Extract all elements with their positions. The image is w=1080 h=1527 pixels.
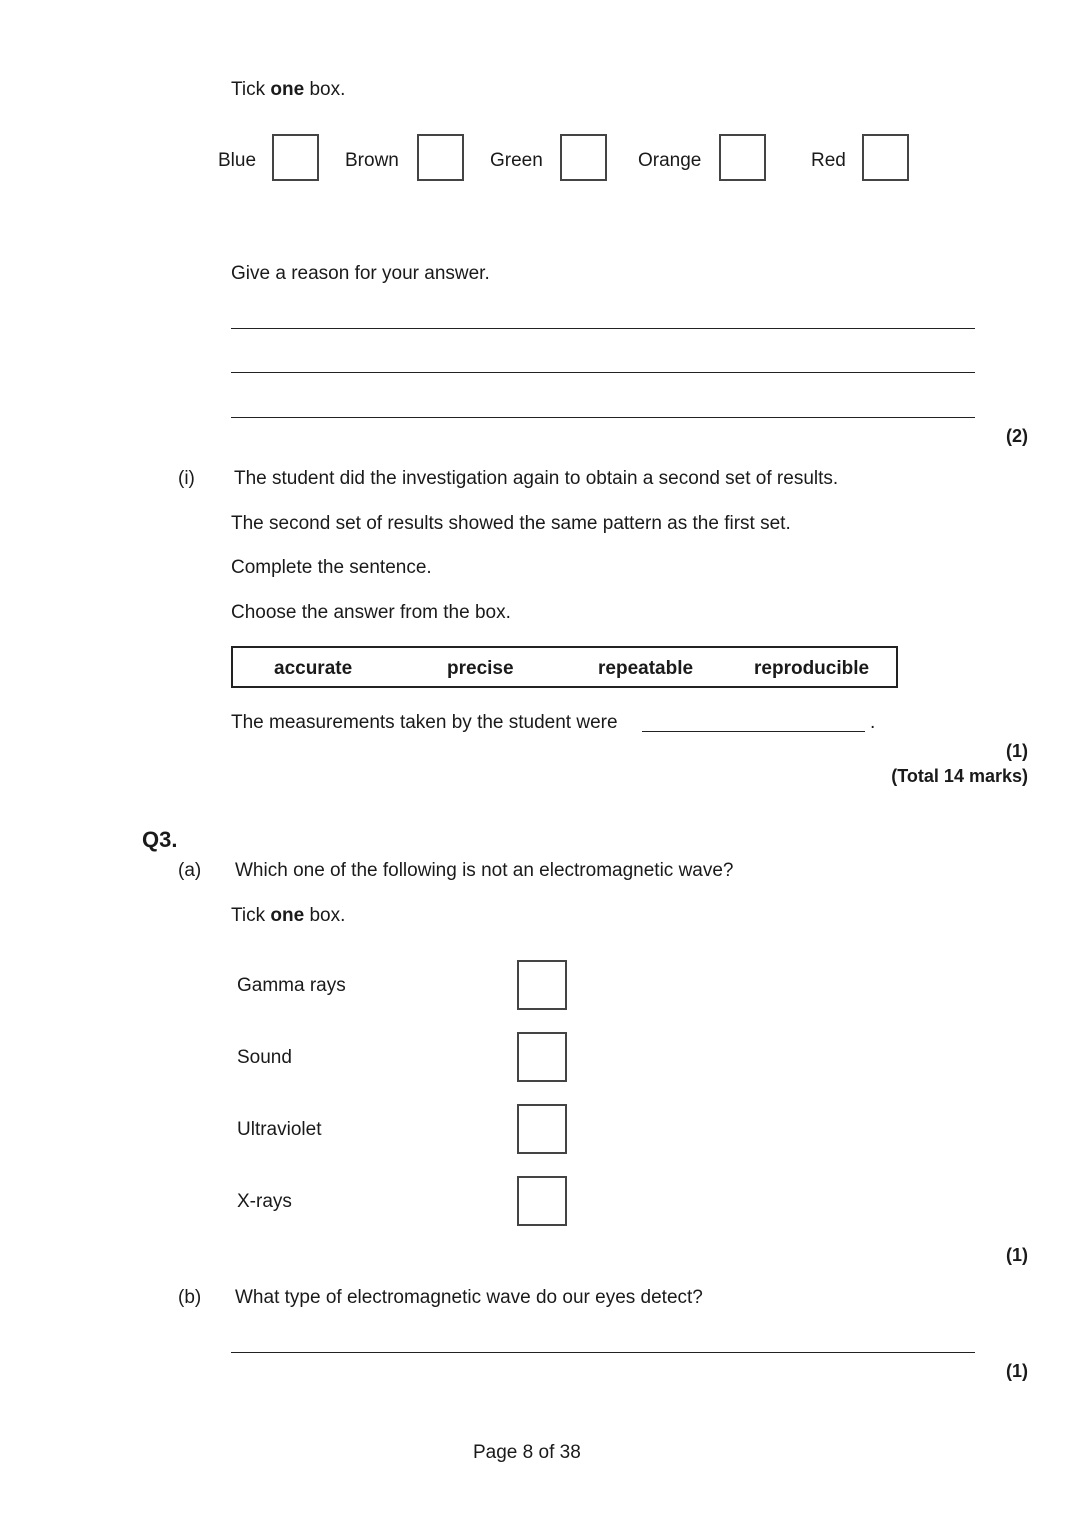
answer-line-3[interactable] [231,417,975,418]
option-label-brown: Brown [345,150,399,171]
page-label: Page [473,1442,518,1463]
checkbox-ultraviolet[interactable] [517,1104,567,1154]
tick-word: Tick [231,905,266,926]
page-number: 8 [522,1442,534,1463]
part-i-line-4: Choose the answer from the box. [231,602,511,623]
question-number: Q3. [142,827,178,852]
marks-part-i: (1) [1006,741,1028,761]
part-label-i: (i) [178,468,195,489]
part-i-line-2: The second set of results showed the same pattern as the first set. [231,513,791,534]
option-label-ultraviolet: Ultraviolet [237,1119,322,1140]
marks-part-h: (2) [1006,426,1028,446]
completion-sentence: The measurements taken by the student were [231,712,618,733]
option-label-blue: Blue [218,150,257,171]
checkbox-blue[interactable] [272,134,319,181]
total-pages: 38 [559,1442,581,1463]
part-label-a: (a) [178,860,202,881]
answer-line-1[interactable] [231,328,975,329]
word-precise: precise [447,658,514,679]
tick-emphasis: one [270,905,305,926]
part-label-b: (b) [178,1287,202,1308]
word-repeatable: repeatable [598,658,694,679]
part-i-line-1: The student did the investigation again to obtain a second set of results. [234,468,839,489]
option-label-sound: Sound [237,1047,292,1068]
word-choice-box [231,646,898,688]
sentence-period: . [870,712,876,733]
word-accurate: accurate [274,658,353,679]
tick-instruction [231,80,345,99]
question-b-text: What type of electromagnetic wave do our eyes detect? [235,1287,703,1308]
reason-prompt: Give a reason for your answer. [231,263,490,284]
option-label-red: Red [811,150,846,171]
checkbox-sound[interactable] [517,1032,567,1082]
checkbox-orange[interactable] [719,134,766,181]
marks-part-a: (1) [1006,1245,1028,1265]
checkbox-red[interactable] [862,134,909,181]
question-a-text: Which one of the following is not an electromagnetic wave? [235,860,734,881]
answer-line-b[interactable] [231,1352,975,1353]
completion-answer-line[interactable] [642,731,865,732]
marks-part-b: (1) [1006,1361,1028,1381]
tick-instruction-a [231,906,345,925]
tick-suffix: box. [309,905,346,926]
checkbox-xrays[interactable] [517,1176,567,1226]
tick-word: Tick [231,79,266,100]
option-label-xrays: X-rays [237,1191,292,1212]
of-label: of [538,1442,555,1463]
tick-suffix: box. [309,79,346,100]
checkbox-gamma[interactable] [517,960,567,1010]
option-label-orange: Orange [638,150,702,171]
total-marks: (Total 14 marks) [891,766,1028,786]
option-label-gamma: Gamma rays [237,975,346,996]
tick-emphasis: one [270,79,305,100]
page-footer [473,1443,581,1462]
checkbox-green[interactable] [560,134,607,181]
part-i-line-3: Complete the sentence. [231,557,432,578]
option-label-green: Green [490,150,543,171]
checkbox-brown[interactable] [417,134,464,181]
answer-line-2[interactable] [231,372,975,373]
word-reproducible: reproducible [754,658,870,679]
